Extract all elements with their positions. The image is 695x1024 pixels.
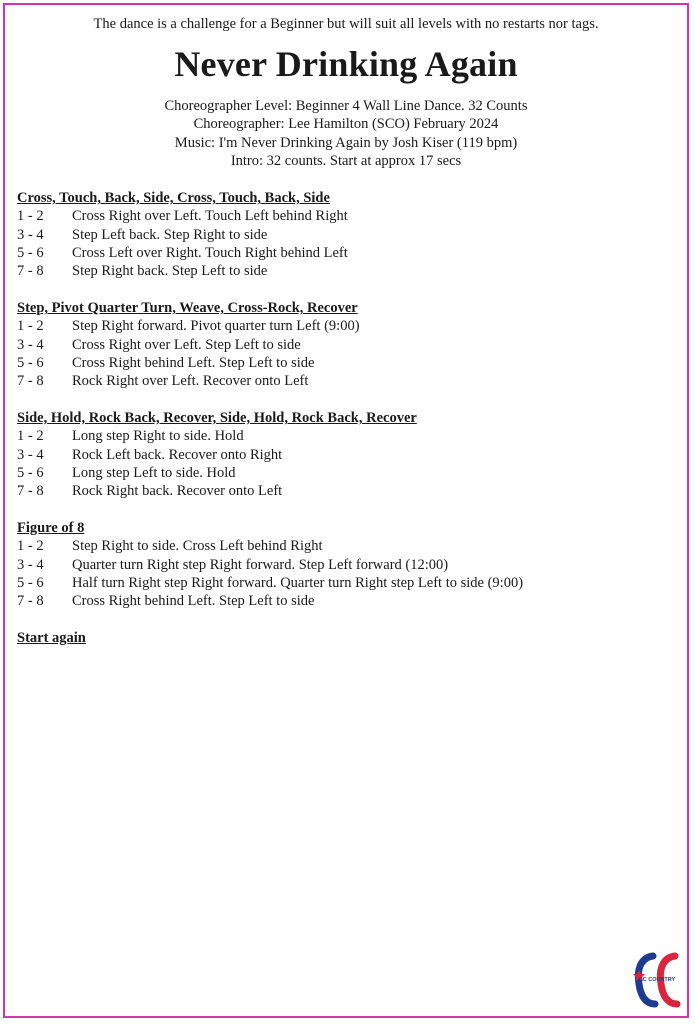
section-heading: Step, Pivot Quarter Turn, Weave, Cross-Rock, Recover: [17, 300, 358, 316]
step-text: Cross Right over Left. Step Left to side: [72, 336, 301, 353]
step-row: [17, 556, 523, 574]
step-row: [17, 537, 523, 555]
step-text: Rock Right over Left. Recover onto Left: [72, 373, 309, 390]
step-row: [17, 464, 417, 482]
step-count: 3 - 4: [17, 336, 44, 353]
section-heading: Side, Hold, Rock Back, Recover, Side, Hold, Rock Back, Recover: [17, 410, 417, 426]
step-row: [17, 427, 417, 445]
section-heading: Cross, Touch, Back, Side, Cross, Touch, Back, Side: [17, 190, 330, 206]
step-row: [17, 244, 348, 262]
section-4: [17, 519, 523, 610]
step-row: [17, 354, 360, 372]
step-sheet: [3, 3, 689, 1018]
step-count: 1 - 2: [17, 538, 44, 555]
step-count: 7 - 8: [17, 483, 44, 500]
step-row: [17, 317, 360, 335]
meta-intro: Intro: 32 counts. Start at approx 17 secs: [230, 152, 462, 169]
step-count: 7 - 8: [17, 263, 44, 280]
step-row: [17, 574, 523, 592]
step-count: 1 - 2: [17, 318, 44, 335]
section-heading: Figure of 8: [17, 520, 85, 536]
step-row: [17, 592, 523, 610]
step-count: 5 - 6: [17, 464, 44, 481]
start-again-label: Start again: [17, 630, 86, 646]
step-row: [17, 262, 348, 280]
meta-choreographer: Choreographer: Lee Hamilton (SCO) February 2024: [193, 116, 499, 133]
meta-level: Choreographer Level: Beginner 4 Wall Line Dance. 32 Counts: [164, 98, 528, 114]
section-3: [17, 409, 417, 500]
step-text: Rock Right back. Recover onto Left: [72, 483, 283, 500]
step-text: Quarter turn Right step Right forward. Step Left forward (12:00): [72, 556, 449, 573]
step-row: [17, 372, 360, 390]
intro-note: The dance is a challenge for a Beginner but will suit all levels with no restarts nor tags.: [93, 16, 599, 32]
step-row: [17, 226, 348, 244]
dance-title: Never Drinking Again: [174, 44, 518, 84]
step-count: 3 - 4: [17, 226, 44, 243]
section-1: [17, 189, 348, 280]
step-text: Step Left back. Step Right to side: [72, 226, 268, 243]
step-text: Half turn Right step Right forward. Quarter turn Right step Left to side (9:00): [72, 574, 524, 591]
step-count: 1 - 2: [17, 208, 44, 225]
step-row: [17, 336, 360, 354]
cc-country-logo-icon: [631, 950, 681, 1010]
step-text: Cross Right over Left. Touch Left behind Right: [72, 208, 348, 225]
step-count: 7 - 8: [17, 373, 44, 390]
step-row: [17, 482, 417, 500]
step-count: 7 - 8: [17, 593, 44, 610]
step-count: 1 - 2: [17, 428, 44, 445]
step-text: Cross Right behind Left. Step Left to side: [72, 593, 315, 610]
step-row: [17, 446, 417, 464]
step-text: Step Right back. Step Left to side: [72, 263, 268, 280]
step-count: 5 - 6: [17, 244, 44, 261]
step-text: Step Right to side. Cross Left behind Right: [72, 538, 323, 555]
dance-meta: [5, 97, 687, 170]
step-count: 5 - 6: [17, 354, 44, 371]
logo-text: CC COUNTRY: [638, 977, 676, 983]
meta-music: Music: I'm Never Drinking Again by Josh Kiser (119 bpm): [174, 134, 518, 151]
step-text: Step Right forward. Pivot quarter turn Left (9:00): [72, 318, 360, 335]
step-count: 3 - 4: [17, 446, 44, 463]
step-row: [17, 207, 348, 225]
step-text: Rock Left back. Recover onto Right: [72, 446, 283, 463]
step-text: Long step Left to side. Hold: [72, 464, 236, 481]
step-count: 3 - 4: [17, 556, 44, 573]
step-text: Long step Right to side. Hold: [72, 428, 244, 445]
section-2: [17, 299, 360, 390]
step-text: Cross Left over Right. Touch Right behind Left: [72, 244, 348, 261]
step-text: Cross Right behind Left. Step Left to side: [72, 354, 315, 371]
step-count: 5 - 6: [17, 574, 44, 591]
